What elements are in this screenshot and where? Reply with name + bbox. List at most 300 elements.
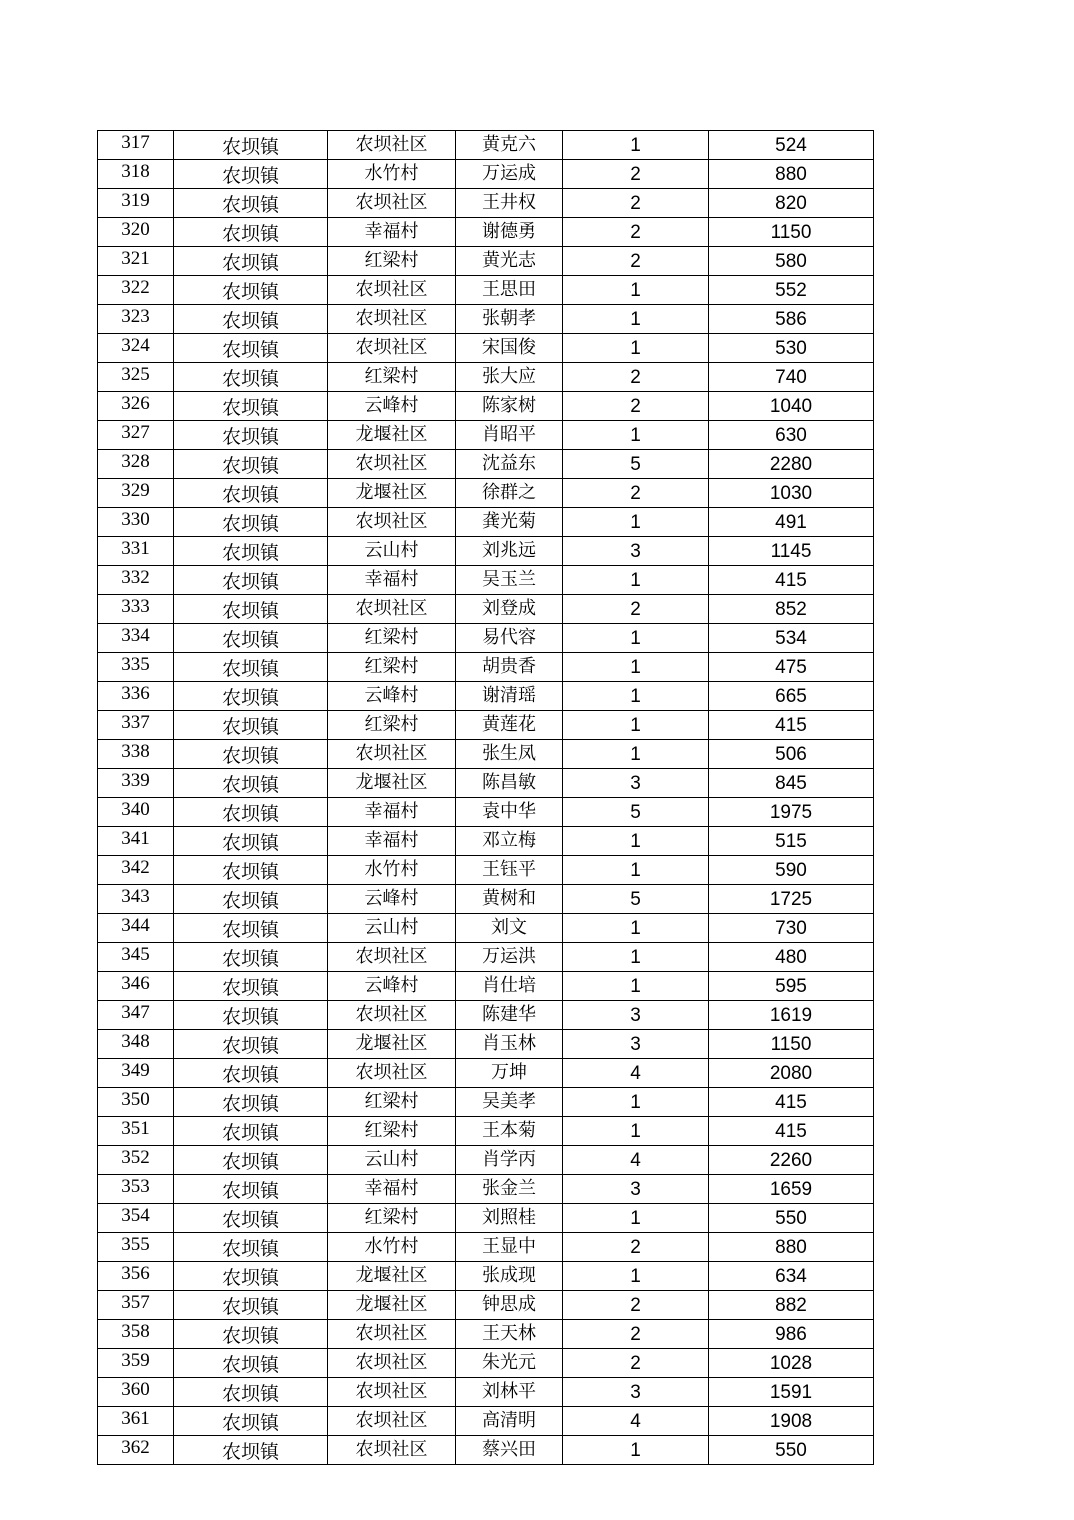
name-cell: 陈建华 [456, 1001, 563, 1030]
town-cell: 农坝镇 [174, 1320, 328, 1349]
name-cell: 刘兆远 [456, 537, 563, 566]
town-cell: 农坝镇 [174, 1204, 328, 1233]
town-cell: 农坝镇 [174, 769, 328, 798]
village-cell: 农坝社区 [328, 131, 456, 160]
village-cell: 水竹村 [328, 856, 456, 885]
row-number-cell: 353 [98, 1175, 174, 1204]
table-row [98, 1059, 874, 1088]
table-row [98, 1117, 874, 1146]
town-cell: 农坝镇 [174, 1262, 328, 1291]
table-row [98, 566, 874, 595]
household-count-cell: 3 [563, 769, 709, 798]
amount-cell: 2080 [709, 1059, 874, 1088]
amount-cell: 845 [709, 769, 874, 798]
table-row [98, 218, 874, 247]
table-row [98, 305, 874, 334]
name-cell: 袁中华 [456, 798, 563, 827]
row-number-cell: 332 [98, 566, 174, 595]
village-cell: 农坝社区 [328, 1059, 456, 1088]
village-cell: 幸福村 [328, 566, 456, 595]
row-number-cell: 348 [98, 1030, 174, 1059]
name-cell: 朱光元 [456, 1349, 563, 1378]
table-row [98, 1030, 874, 1059]
amount-cell: 524 [709, 131, 874, 160]
name-cell: 黄克六 [456, 131, 563, 160]
household-count-cell: 1 [563, 682, 709, 711]
household-count-cell: 1 [563, 508, 709, 537]
household-count-cell: 2 [563, 160, 709, 189]
name-cell: 王思田 [456, 276, 563, 305]
village-cell: 龙堰社区 [328, 421, 456, 450]
amount-cell: 2260 [709, 1146, 874, 1175]
amount-cell: 2280 [709, 450, 874, 479]
table-row [98, 711, 874, 740]
row-number-cell: 328 [98, 450, 174, 479]
amount-cell: 595 [709, 972, 874, 1001]
household-count-cell: 2 [563, 392, 709, 421]
row-number-cell: 342 [98, 856, 174, 885]
amount-cell: 1591 [709, 1378, 874, 1407]
table-row [98, 943, 874, 972]
name-cell: 陈家树 [456, 392, 563, 421]
household-count-cell: 1 [563, 943, 709, 972]
household-count-cell: 2 [563, 218, 709, 247]
name-cell: 王井权 [456, 189, 563, 218]
household-count-cell: 1 [563, 972, 709, 1001]
town-cell: 农坝镇 [174, 1407, 328, 1436]
row-number-cell: 326 [98, 392, 174, 421]
amount-cell: 1040 [709, 392, 874, 421]
town-cell: 农坝镇 [174, 160, 328, 189]
name-cell: 沈益东 [456, 450, 563, 479]
row-number-cell: 335 [98, 653, 174, 682]
amount-cell: 590 [709, 856, 874, 885]
town-cell: 农坝镇 [174, 740, 328, 769]
row-number-cell: 320 [98, 218, 174, 247]
row-number-cell: 356 [98, 1262, 174, 1291]
table-row [98, 1378, 874, 1407]
village-cell: 农坝社区 [328, 1407, 456, 1436]
table-row [98, 334, 874, 363]
household-count-cell: 2 [563, 363, 709, 392]
amount-cell: 515 [709, 827, 874, 856]
table-row [98, 885, 874, 914]
household-count-cell: 2 [563, 479, 709, 508]
amount-cell: 1145 [709, 537, 874, 566]
household-count-cell: 3 [563, 1001, 709, 1030]
name-cell: 肖学丙 [456, 1146, 563, 1175]
row-number-cell: 339 [98, 769, 174, 798]
table-row [98, 1436, 874, 1465]
town-cell: 农坝镇 [174, 798, 328, 827]
amount-cell: 1725 [709, 885, 874, 914]
row-number-cell: 360 [98, 1378, 174, 1407]
village-cell: 幸福村 [328, 218, 456, 247]
row-number-cell: 358 [98, 1320, 174, 1349]
amount-cell: 880 [709, 160, 874, 189]
table-row [98, 827, 874, 856]
household-count-cell: 1 [563, 653, 709, 682]
household-count-cell: 2 [563, 1291, 709, 1320]
name-cell: 肖玉林 [456, 1030, 563, 1059]
name-cell: 肖仕培 [456, 972, 563, 1001]
name-cell: 黄光志 [456, 247, 563, 276]
town-cell: 农坝镇 [174, 334, 328, 363]
table-row [98, 276, 874, 305]
village-cell: 龙堰社区 [328, 769, 456, 798]
table-row [98, 1001, 874, 1030]
town-cell: 农坝镇 [174, 711, 328, 740]
table-row [98, 1146, 874, 1175]
row-number-cell: 333 [98, 595, 174, 624]
row-number-cell: 323 [98, 305, 174, 334]
town-cell: 农坝镇 [174, 479, 328, 508]
village-cell: 农坝社区 [328, 595, 456, 624]
town-cell: 农坝镇 [174, 827, 328, 856]
town-cell: 农坝镇 [174, 1030, 328, 1059]
row-number-cell: 355 [98, 1233, 174, 1262]
amount-cell: 852 [709, 595, 874, 624]
name-cell: 刘文 [456, 914, 563, 943]
household-count-cell: 2 [563, 1349, 709, 1378]
row-number-cell: 325 [98, 363, 174, 392]
village-cell: 农坝社区 [328, 276, 456, 305]
table-row [98, 769, 874, 798]
town-cell: 农坝镇 [174, 972, 328, 1001]
name-cell: 刘照桂 [456, 1204, 563, 1233]
town-cell: 农坝镇 [174, 1146, 328, 1175]
name-cell: 龚光菊 [456, 508, 563, 537]
village-cell: 红梁村 [328, 363, 456, 392]
town-cell: 农坝镇 [174, 595, 328, 624]
row-number-cell: 351 [98, 1117, 174, 1146]
row-number-cell: 322 [98, 276, 174, 305]
table-row [98, 1349, 874, 1378]
name-cell: 胡贵香 [456, 653, 563, 682]
amount-cell: 491 [709, 508, 874, 537]
amount-cell: 475 [709, 653, 874, 682]
town-cell: 农坝镇 [174, 682, 328, 711]
name-cell: 王本菊 [456, 1117, 563, 1146]
town-cell: 农坝镇 [174, 885, 328, 914]
row-number-cell: 343 [98, 885, 174, 914]
household-count-cell: 1 [563, 856, 709, 885]
name-cell: 谢德勇 [456, 218, 563, 247]
village-cell: 农坝社区 [328, 189, 456, 218]
row-number-cell: 362 [98, 1436, 174, 1465]
amount-cell: 580 [709, 247, 874, 276]
table-row [98, 653, 874, 682]
town-cell: 农坝镇 [174, 943, 328, 972]
village-cell: 幸福村 [328, 1175, 456, 1204]
name-cell: 王钰平 [456, 856, 563, 885]
town-cell: 农坝镇 [174, 421, 328, 450]
row-number-cell: 349 [98, 1059, 174, 1088]
name-cell: 万运成 [456, 160, 563, 189]
village-cell: 水竹村 [328, 160, 456, 189]
town-cell: 农坝镇 [174, 1088, 328, 1117]
household-count-cell: 1 [563, 421, 709, 450]
village-cell: 红梁村 [328, 247, 456, 276]
household-count-cell: 2 [563, 1233, 709, 1262]
village-cell: 云峰村 [328, 972, 456, 1001]
name-cell: 易代容 [456, 624, 563, 653]
row-number-cell: 330 [98, 508, 174, 537]
amount-cell: 1030 [709, 479, 874, 508]
household-count-cell: 1 [563, 711, 709, 740]
household-count-cell: 1 [563, 276, 709, 305]
table-row [98, 1233, 874, 1262]
village-cell: 云峰村 [328, 392, 456, 421]
amount-cell: 534 [709, 624, 874, 653]
amount-cell: 415 [709, 1088, 874, 1117]
amount-cell: 480 [709, 943, 874, 972]
row-number-cell: 337 [98, 711, 174, 740]
town-cell: 农坝镇 [174, 1349, 328, 1378]
village-cell: 农坝社区 [328, 508, 456, 537]
name-cell: 徐群之 [456, 479, 563, 508]
village-cell: 云山村 [328, 537, 456, 566]
name-cell: 肖昭平 [456, 421, 563, 450]
village-cell: 农坝社区 [328, 1349, 456, 1378]
table-row [98, 537, 874, 566]
name-cell: 王天林 [456, 1320, 563, 1349]
name-cell: 张朝孝 [456, 305, 563, 334]
town-cell: 农坝镇 [174, 131, 328, 160]
town-cell: 农坝镇 [174, 566, 328, 595]
row-number-cell: 352 [98, 1146, 174, 1175]
amount-cell: 1908 [709, 1407, 874, 1436]
row-number-cell: 338 [98, 740, 174, 769]
table-row [98, 1407, 874, 1436]
household-count-cell: 5 [563, 885, 709, 914]
household-count-cell: 1 [563, 827, 709, 856]
village-cell: 农坝社区 [328, 1001, 456, 1030]
village-cell: 幸福村 [328, 827, 456, 856]
row-number-cell: 321 [98, 247, 174, 276]
household-count-cell: 3 [563, 537, 709, 566]
household-count-cell: 4 [563, 1059, 709, 1088]
village-cell: 红梁村 [328, 624, 456, 653]
amount-cell: 1619 [709, 1001, 874, 1030]
household-count-cell: 3 [563, 1175, 709, 1204]
row-number-cell: 334 [98, 624, 174, 653]
household-count-cell: 1 [563, 1262, 709, 1291]
name-cell: 谢清瑶 [456, 682, 563, 711]
table-row [98, 856, 874, 885]
row-number-cell: 345 [98, 943, 174, 972]
village-cell: 云山村 [328, 1146, 456, 1175]
town-cell: 农坝镇 [174, 1175, 328, 1204]
name-cell: 刘林平 [456, 1378, 563, 1407]
village-cell: 农坝社区 [328, 1378, 456, 1407]
village-cell: 红梁村 [328, 1088, 456, 1117]
village-cell: 农坝社区 [328, 450, 456, 479]
town-cell: 农坝镇 [174, 276, 328, 305]
household-count-cell: 2 [563, 1320, 709, 1349]
table-row [98, 479, 874, 508]
table-row [98, 421, 874, 450]
name-cell: 高清明 [456, 1407, 563, 1436]
table-row [98, 160, 874, 189]
row-number-cell: 344 [98, 914, 174, 943]
name-cell: 钟思成 [456, 1291, 563, 1320]
amount-cell: 1975 [709, 798, 874, 827]
household-count-cell: 2 [563, 247, 709, 276]
household-count-cell: 1 [563, 1436, 709, 1465]
village-cell: 龙堰社区 [328, 1291, 456, 1320]
table-row [98, 1262, 874, 1291]
table-row [98, 624, 874, 653]
household-count-cell: 1 [563, 624, 709, 653]
row-number-cell: 359 [98, 1349, 174, 1378]
town-cell: 农坝镇 [174, 624, 328, 653]
household-count-cell: 1 [563, 334, 709, 363]
row-number-cell: 331 [98, 537, 174, 566]
name-cell: 吴美孝 [456, 1088, 563, 1117]
table-row [98, 1088, 874, 1117]
town-cell: 农坝镇 [174, 450, 328, 479]
table-row [98, 131, 874, 160]
village-cell: 红梁村 [328, 1117, 456, 1146]
town-cell: 农坝镇 [174, 363, 328, 392]
amount-cell: 506 [709, 740, 874, 769]
table-row [98, 450, 874, 479]
row-number-cell: 319 [98, 189, 174, 218]
name-cell: 张金兰 [456, 1175, 563, 1204]
household-count-cell: 4 [563, 1407, 709, 1436]
row-number-cell: 336 [98, 682, 174, 711]
amount-cell: 740 [709, 363, 874, 392]
table-row [98, 1291, 874, 1320]
village-cell: 云山村 [328, 914, 456, 943]
village-cell: 农坝社区 [328, 740, 456, 769]
household-count-cell: 1 [563, 1088, 709, 1117]
table-row [98, 508, 874, 537]
town-cell: 农坝镇 [174, 1378, 328, 1407]
town-cell: 农坝镇 [174, 247, 328, 276]
village-cell: 红梁村 [328, 1204, 456, 1233]
town-cell: 农坝镇 [174, 1117, 328, 1146]
village-cell: 农坝社区 [328, 1436, 456, 1465]
row-number-cell: 317 [98, 131, 174, 160]
name-cell: 张大应 [456, 363, 563, 392]
row-number-cell: 354 [98, 1204, 174, 1233]
village-cell: 龙堰社区 [328, 1030, 456, 1059]
table-body [98, 131, 874, 1465]
town-cell: 农坝镇 [174, 1436, 328, 1465]
amount-cell: 415 [709, 1117, 874, 1146]
town-cell: 农坝镇 [174, 508, 328, 537]
row-number-cell: 327 [98, 421, 174, 450]
household-count-cell: 2 [563, 595, 709, 624]
town-cell: 农坝镇 [174, 1001, 328, 1030]
village-cell: 农坝社区 [328, 1320, 456, 1349]
name-cell: 蔡兴田 [456, 1436, 563, 1465]
village-cell: 云峰村 [328, 682, 456, 711]
name-cell: 张成现 [456, 1262, 563, 1291]
table-row [98, 392, 874, 421]
row-number-cell: 361 [98, 1407, 174, 1436]
village-cell: 农坝社区 [328, 334, 456, 363]
amount-cell: 986 [709, 1320, 874, 1349]
name-cell: 邓立梅 [456, 827, 563, 856]
household-count-cell: 1 [563, 305, 709, 334]
town-cell: 农坝镇 [174, 305, 328, 334]
amount-cell: 550 [709, 1204, 874, 1233]
amount-cell: 1150 [709, 1030, 874, 1059]
town-cell: 农坝镇 [174, 1233, 328, 1262]
row-number-cell: 340 [98, 798, 174, 827]
table-row [98, 1204, 874, 1233]
name-cell: 张生凤 [456, 740, 563, 769]
table-row [98, 972, 874, 1001]
row-number-cell: 346 [98, 972, 174, 1001]
household-count-cell: 1 [563, 1117, 709, 1146]
row-number-cell: 329 [98, 479, 174, 508]
amount-cell: 634 [709, 1262, 874, 1291]
village-cell: 云峰村 [328, 885, 456, 914]
name-cell: 刘登成 [456, 595, 563, 624]
name-cell: 宋国俊 [456, 334, 563, 363]
amount-cell: 415 [709, 566, 874, 595]
amount-cell: 1659 [709, 1175, 874, 1204]
name-cell: 吴玉兰 [456, 566, 563, 595]
household-count-cell: 2 [563, 189, 709, 218]
village-cell: 幸福村 [328, 798, 456, 827]
name-cell: 万运洪 [456, 943, 563, 972]
town-cell: 农坝镇 [174, 189, 328, 218]
household-count-cell: 1 [563, 566, 709, 595]
town-cell: 农坝镇 [174, 392, 328, 421]
row-number-cell: 357 [98, 1291, 174, 1320]
village-cell: 农坝社区 [328, 943, 456, 972]
name-cell: 王显中 [456, 1233, 563, 1262]
town-cell: 农坝镇 [174, 653, 328, 682]
row-number-cell: 341 [98, 827, 174, 856]
household-count-cell: 1 [563, 1204, 709, 1233]
town-cell: 农坝镇 [174, 914, 328, 943]
amount-cell: 820 [709, 189, 874, 218]
village-cell: 龙堰社区 [328, 1262, 456, 1291]
table-row [98, 798, 874, 827]
amount-cell: 882 [709, 1291, 874, 1320]
household-count-cell: 1 [563, 914, 709, 943]
table-row [98, 189, 874, 218]
row-number-cell: 324 [98, 334, 174, 363]
household-count-cell: 3 [563, 1030, 709, 1059]
town-cell: 农坝镇 [174, 537, 328, 566]
name-cell: 黄树和 [456, 885, 563, 914]
household-count-cell: 5 [563, 450, 709, 479]
table-row [98, 595, 874, 624]
amount-cell: 630 [709, 421, 874, 450]
household-count-cell: 1 [563, 740, 709, 769]
village-cell: 红梁村 [328, 653, 456, 682]
table-row [98, 914, 874, 943]
household-count-cell: 1 [563, 131, 709, 160]
amount-cell: 550 [709, 1436, 874, 1465]
village-cell: 红梁村 [328, 711, 456, 740]
town-cell: 农坝镇 [174, 218, 328, 247]
name-cell: 陈昌敏 [456, 769, 563, 798]
amount-cell: 1028 [709, 1349, 874, 1378]
town-cell: 农坝镇 [174, 1059, 328, 1088]
village-cell: 龙堰社区 [328, 479, 456, 508]
amount-cell: 730 [709, 914, 874, 943]
table-row [98, 247, 874, 276]
row-number-cell: 347 [98, 1001, 174, 1030]
